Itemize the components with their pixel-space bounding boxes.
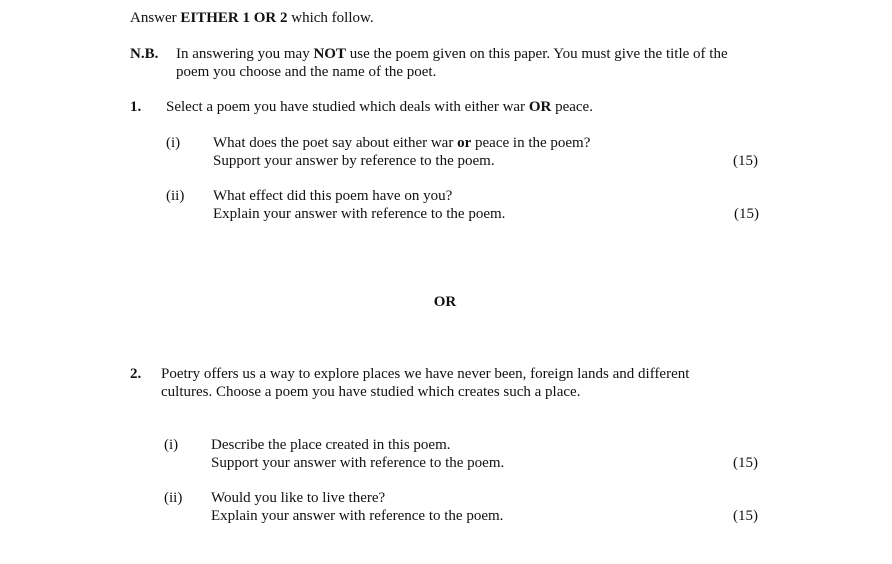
nb-label: N.B. xyxy=(130,46,159,62)
or-divider: OR xyxy=(433,294,457,310)
question-1-stem xyxy=(166,98,593,116)
question-1-stem-a: Select a poem you have studied which deals with either war xyxy=(166,99,529,115)
instruction-suffix: which follow. xyxy=(287,10,374,26)
question-1-part-ii-label: (ii) xyxy=(166,188,185,204)
question-1-part-ii-marks: (15) xyxy=(734,206,759,222)
question-1-stem-b: peace. xyxy=(551,99,593,115)
question-2-part-i-label: (i) xyxy=(164,437,179,453)
nb-line-1-bold: NOT xyxy=(313,46,346,62)
question-1-part-i-line-1-b: peace in the poem? xyxy=(471,135,591,151)
question-2-part-i-line-2: Support your answer with reference to the poem. xyxy=(211,455,505,471)
question-2-part-i-marks: (15) xyxy=(733,455,758,471)
nb-line-1-a: In answering you may xyxy=(176,46,314,62)
question-1-part-i-label: (i) xyxy=(166,135,181,151)
question-1-stem-bold: OR xyxy=(528,99,552,115)
question-1-part-i-line-2: Support your answer by reference to the poem. xyxy=(213,153,495,169)
nb-line-2: poem you choose and the name of the poet. xyxy=(176,64,437,80)
question-2-part-ii-label: (ii) xyxy=(164,490,183,506)
question-2-part-ii-line-1: Would you like to live there? xyxy=(211,490,386,506)
instruction-line xyxy=(130,9,374,27)
question-1-part-i-line-1-a: What does the poet say about either war xyxy=(213,135,458,151)
question-1-number: 1. xyxy=(130,99,142,115)
question-1-part-i-line-1 xyxy=(213,134,590,152)
question-2-part-ii-marks: (15) xyxy=(733,508,758,524)
question-2-stem-line-1: Poetry offers us a way to explore places we have never been, foreign lands and different xyxy=(161,366,690,382)
instruction-bold: EITHER 1 OR 2 xyxy=(180,10,288,26)
question-1-part-i-marks: (15) xyxy=(733,153,758,169)
nb-line-1-b: use the poem given on this paper. You must give the title of the xyxy=(345,46,728,62)
question-2-stem-line-2: cultures. Choose a poem you have studied which creates such a place. xyxy=(161,384,581,400)
question-2-part-i-line-1: Describe the place created in this poem. xyxy=(211,437,451,453)
nb-line-1 xyxy=(176,45,728,63)
question-2-number: 2. xyxy=(130,366,142,382)
instruction-prefix: Answer xyxy=(130,10,181,26)
question-1-part-i-line-1-bold: or xyxy=(457,135,472,151)
question-1-part-ii-line-1: What effect did this poem have on you? xyxy=(213,188,453,204)
question-1-part-ii-line-2: Explain your answer with reference to the poem. xyxy=(213,206,506,222)
question-2-part-ii-line-2: Explain your answer with reference to the poem. xyxy=(211,508,504,524)
